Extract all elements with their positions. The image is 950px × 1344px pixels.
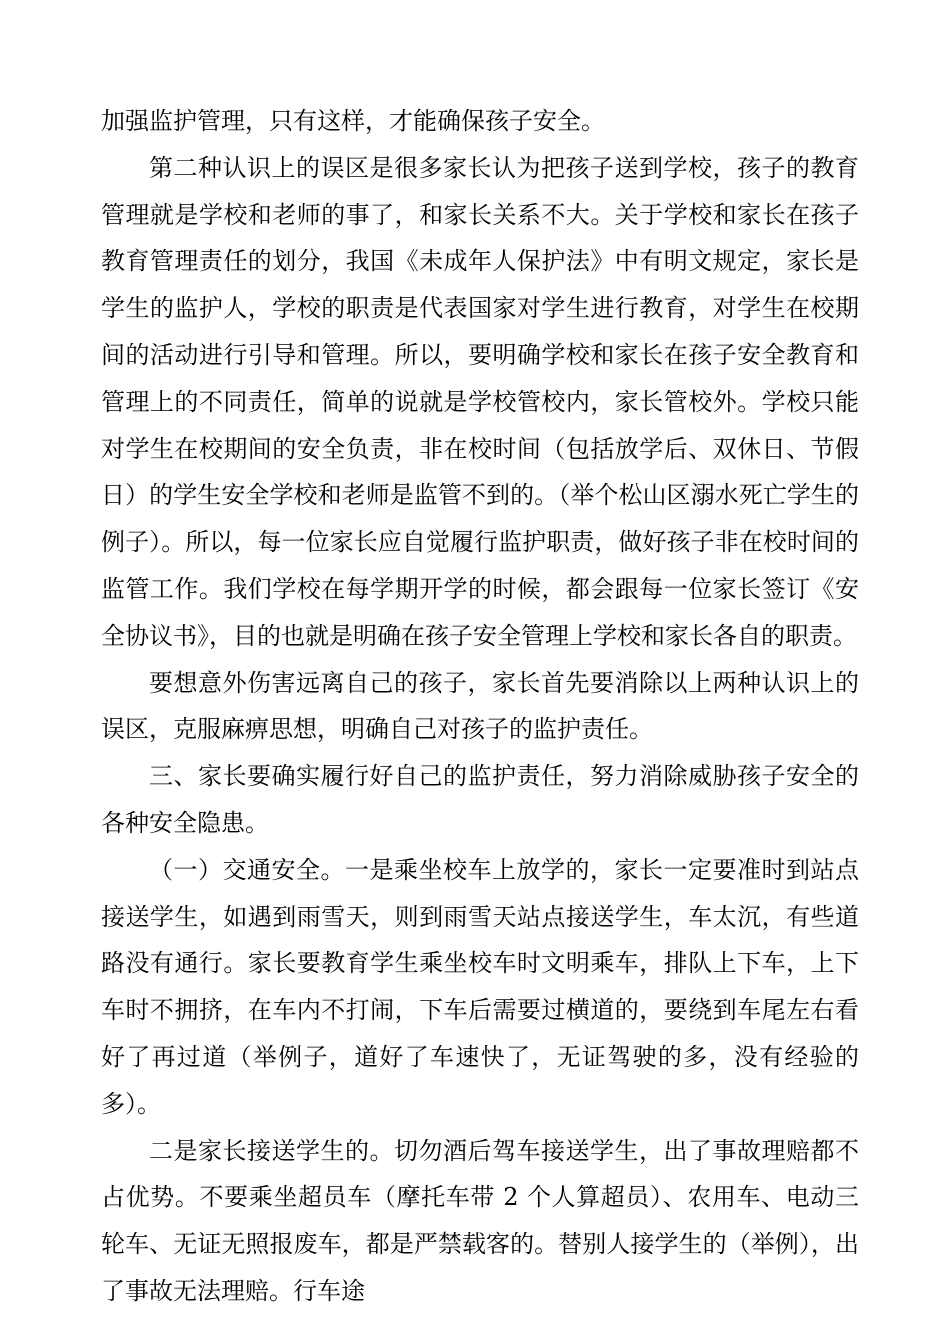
paragraph-2: 第二种认识上的误区是很多家长认为把孩子送到学校，孩子的教育管理就是学校和老师的事了，和家长关系不大。关于学校和家长在孩子教育管理责任的划分，我国《未成年人保护法》中有明文规定，家长是学生的监护人，学校的职责是代表国家对学生进行教育，对学生在校期间的活动进行引导和管理。所以，要明确学校和家长在孩子安全教育和管理上的不同责任，简单的说就是学校管校内，家长管校外。学校只能对学生在校期间的安全负责，非在校时间（包括放学后、双休日、节假日）的学生安全学校和老师是监管不到的。（举个松山区溺水死亡学生的例子）。所以，每一位家长应自觉履行监护职责，做好孩子非在校时间的监管工作。我们学校在每学期开学的时候，都会跟每一位家长签订《安全协议书》，目的也就是明确在孩子安全管理上学校和家长各自的职责。 bbox=[101, 153, 859, 650]
paragraph-1: 加强监护管理，只有这样，才能确保孩子安全。 bbox=[101, 107, 605, 135]
paragraph-4-section-heading: 三、家长要确实履行好自己的监护责任，努力消除威胁孩子安全的各种安全隐患。 bbox=[101, 762, 859, 837]
paragraph-6: 二是家长接送学生的。切勿酒后驾车接送学生，出了事故理赔都不占优势。不要乘坐超员车（摩托车带 2 个人算超员）、农用车、电动三轮车、无证无照报废车，都是严禁载客的。替别人接学生的（举例），出了事故无法理赔。行车途 bbox=[101, 1136, 859, 1305]
document-body bbox=[101, 98, 859, 1315]
paragraph-3: 要想意外伤害远离自己的孩子，家长首先要消除以上两种认识上的误区，克服麻痹思想，明确自己对孩子的监护责任。 bbox=[101, 668, 859, 744]
paragraph-5-traffic-safety: （一）交通安全。一是乘坐校车上放学的，家长一定要准时到站点接送学生，如遇到雨雪天，则到雨雪天站点接送学生，车太沉，有些道路没有通行。家长要教育学生乘坐校车时文明乘车，排队上下车，上下车时不拥挤，在车内不打闹，下车后需要过横道的，要绕到车尾左右看好了再过道（举例子，道好了车速快了，无证驾驶的多，没有经验的多）。 bbox=[101, 855, 859, 1118]
